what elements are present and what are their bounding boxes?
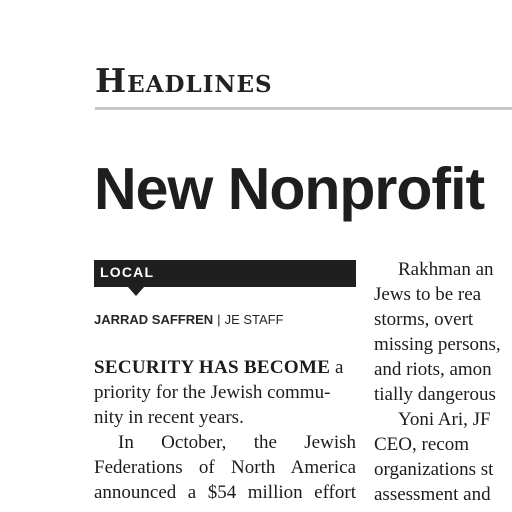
article-line: and riots, amon	[374, 359, 492, 380]
byline	[94, 313, 284, 326]
article-line: In October, the Jewish	[118, 432, 356, 453]
article-line: missing persons,	[374, 334, 501, 355]
article-line: organizations st	[374, 459, 494, 480]
article-line-text: a	[330, 357, 344, 378]
article-line: tially dangerous	[374, 384, 496, 405]
article-line: assessment and	[374, 484, 491, 505]
section-divider	[95, 107, 512, 110]
section-title: Headlines	[95, 61, 273, 100]
article-line: Federations of North America	[94, 457, 356, 478]
article-line: announced a $54 million effort	[94, 482, 356, 503]
article-line: Rakhman an	[398, 259, 494, 280]
section-tag-label: LOCAL	[100, 264, 155, 280]
article-line: priority for the Jewish commu-	[94, 382, 331, 403]
byline-author: JARRAD SAFFREN	[94, 312, 214, 327]
article-line: Jews to be rea	[374, 284, 482, 305]
article-line: nity in recent years.	[94, 407, 244, 428]
article-line: CEO, recom	[374, 434, 469, 455]
byline-separator: |	[217, 312, 221, 327]
article-lede: SECURITY HAS BECOME	[94, 357, 331, 378]
article-line: storms, overt	[374, 309, 474, 330]
article-headline: New Nonprofit	[94, 156, 485, 222]
article-column-left	[94, 355, 356, 505]
byline-role: JE STAFF	[224, 312, 284, 327]
article-line: Yoni Ari, JF	[398, 409, 491, 430]
article-column-right	[374, 257, 512, 507]
tag-pointer	[128, 287, 144, 296]
section-tag	[94, 260, 356, 287]
article-line	[94, 355, 356, 380]
